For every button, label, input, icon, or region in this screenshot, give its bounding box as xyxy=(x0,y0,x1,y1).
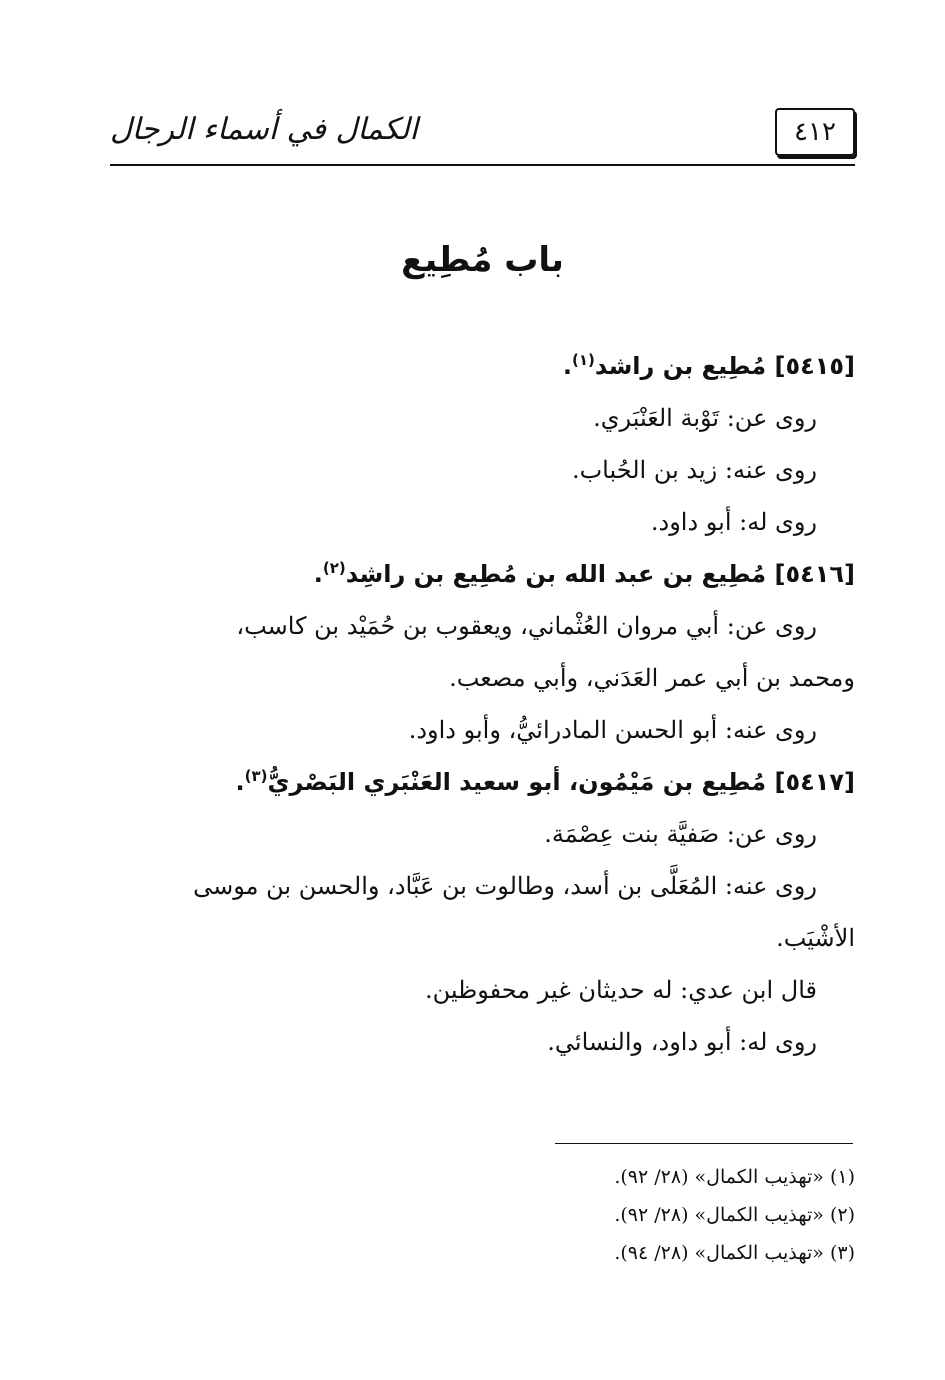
footnote-ref: (١) xyxy=(571,351,595,369)
entry-line: روى عن: أبي مروان العُثْماني، ويعقوب بن حُمَيْد بن كاسب، xyxy=(236,612,817,640)
entry-heading: [٥٤١٦] مُطِيع بن عبد الله بن مُطِيع بن راشِد$^{(٢)}$. xyxy=(313,559,855,588)
entry-line: روى عنه: المُعَلَّى بن أسد، وطالوت بن عَبَّاد، والحسن بن موسى xyxy=(193,872,817,900)
running-title: الكمال في أسماء الرجال xyxy=(110,112,418,147)
page-header xyxy=(110,108,855,162)
entry-line: روى عنه: أبو الحسن المادرائيُّ، وأبو داود. xyxy=(408,716,817,744)
page-number: ٤١٢ xyxy=(775,108,855,156)
entry-line: ومحمد بن أبي عمر العَدَني، وأبي مصعب. xyxy=(449,664,855,692)
footnote-ref: (٢) xyxy=(322,559,346,577)
footnote: (١) «تهذيب الكمال» (٢٨/ ٩٢). xyxy=(614,1166,855,1188)
footnote-ref: (٣) xyxy=(244,767,268,785)
footnotes xyxy=(110,1158,855,1272)
entry-line: روى عنه: زيد بن الحُباب. xyxy=(571,456,817,484)
footnote-rule xyxy=(555,1143,853,1144)
entry-heading: [٥٤١٥] مُطِيع بن راشد$^{(١)}$. xyxy=(562,351,855,380)
entry-line: روى له: أبو داود. xyxy=(650,508,817,536)
footnote: (٣) «تهذيب الكمال» (٢٨/ ٩٤). xyxy=(614,1242,855,1264)
entry-line: الأشْيَب. xyxy=(776,924,855,952)
entry-line: روى عن: صَفيَّة بنت عِصْمَة. xyxy=(544,820,817,848)
header-rule xyxy=(110,164,855,166)
footnote: (٢) «تهذيب الكمال» (٢٨/ ٩٢). xyxy=(614,1204,855,1226)
entry-line: روى له: أبو داود، والنسائي. xyxy=(547,1028,817,1056)
entries xyxy=(110,340,855,1068)
entry-line: روى عن: تَوْبة العَنْبَري. xyxy=(593,404,817,432)
chapter-title: باب مُطِيع xyxy=(401,240,564,280)
entry-line: قال ابن عدي: له حديثان غير محفوظين. xyxy=(424,976,817,1004)
entry-heading: [٥٤١٧] مُطِيع بن مَيْمُون، أبو سعيد العَنْبَري البَصْريُّ$^{(٣)}$. xyxy=(235,767,855,796)
